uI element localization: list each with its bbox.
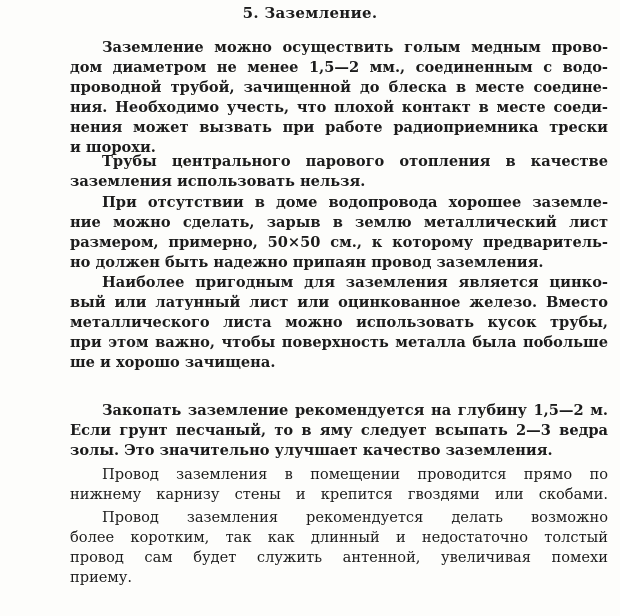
text-line: размером, примерно, 50×50 см., к которому предваритель- bbox=[70, 234, 608, 251]
text-line: Закопать заземление рекомендуется на глубину 1,5—2 м. bbox=[102, 402, 608, 419]
text-line: заземления использовать нельзя. bbox=[70, 173, 366, 190]
text-line: ше и хорошо зачищена. bbox=[70, 354, 276, 371]
text-line: приему. bbox=[70, 569, 133, 586]
text-line: дом диаметром не менее 1,5—2 мм., соединенным с водо- bbox=[70, 59, 608, 76]
text-line: нижнему карнизу стены и крепится гвоздями или скобами. bbox=[70, 486, 608, 503]
text-line: более коротким, так как длинный и недостаточно толстый bbox=[70, 529, 608, 546]
text-line: Трубы центрального парового отопления в качестве bbox=[102, 153, 608, 170]
text-line: нения может вызвать при работе радиоприемника трески bbox=[70, 119, 608, 136]
text-line: при этом важно, чтобы поверхность металла была побольше bbox=[70, 334, 608, 351]
text-line: проводной трубой, зачищенной до блеска в месте соедине- bbox=[70, 79, 608, 96]
text-line: но должен быть надежно припаян провод заземления. bbox=[70, 254, 544, 271]
paragraph bbox=[70, 401, 608, 461]
paragraph bbox=[70, 193, 608, 273]
section-title: 5. Заземление. bbox=[242, 4, 378, 22]
text-line: Заземление можно осуществить голым медным прово- bbox=[102, 39, 608, 56]
text-line: ние можно сделать, зарыв в землю металлический лист bbox=[70, 214, 608, 231]
text-line: золы. Это значительно улучшает качество заземления. bbox=[70, 442, 553, 459]
paragraph bbox=[70, 152, 608, 192]
text-line: Если грунт песчаный, то в яму следует всыпать 2—3 ведра bbox=[70, 422, 608, 439]
text-line: провод сам будет служить антенной, увеличивая помехи bbox=[70, 549, 608, 566]
text-line: и шорохи. bbox=[70, 139, 156, 156]
paragraph bbox=[70, 465, 608, 505]
text-line: Провод заземления в помещении проводится прямо по bbox=[102, 466, 608, 483]
paragraph bbox=[70, 38, 608, 158]
paragraph bbox=[70, 508, 608, 588]
text-line: ния. Необходимо учесть, что плохой контакт в месте соеди- bbox=[70, 99, 608, 116]
text-line: Провод заземления рекомендуется делать возможно bbox=[102, 509, 608, 526]
text-line: вый или латунный лист или оцинкованное железо. Вместо bbox=[70, 294, 608, 311]
text-line: При отсутствии в доме водопровода хорошее заземле- bbox=[102, 194, 608, 211]
text-line: Наиболее пригодным для заземления является цинко- bbox=[102, 274, 608, 291]
text-line: металлического листа можно использовать кусок трубы, bbox=[70, 314, 608, 331]
paragraph bbox=[70, 273, 608, 373]
